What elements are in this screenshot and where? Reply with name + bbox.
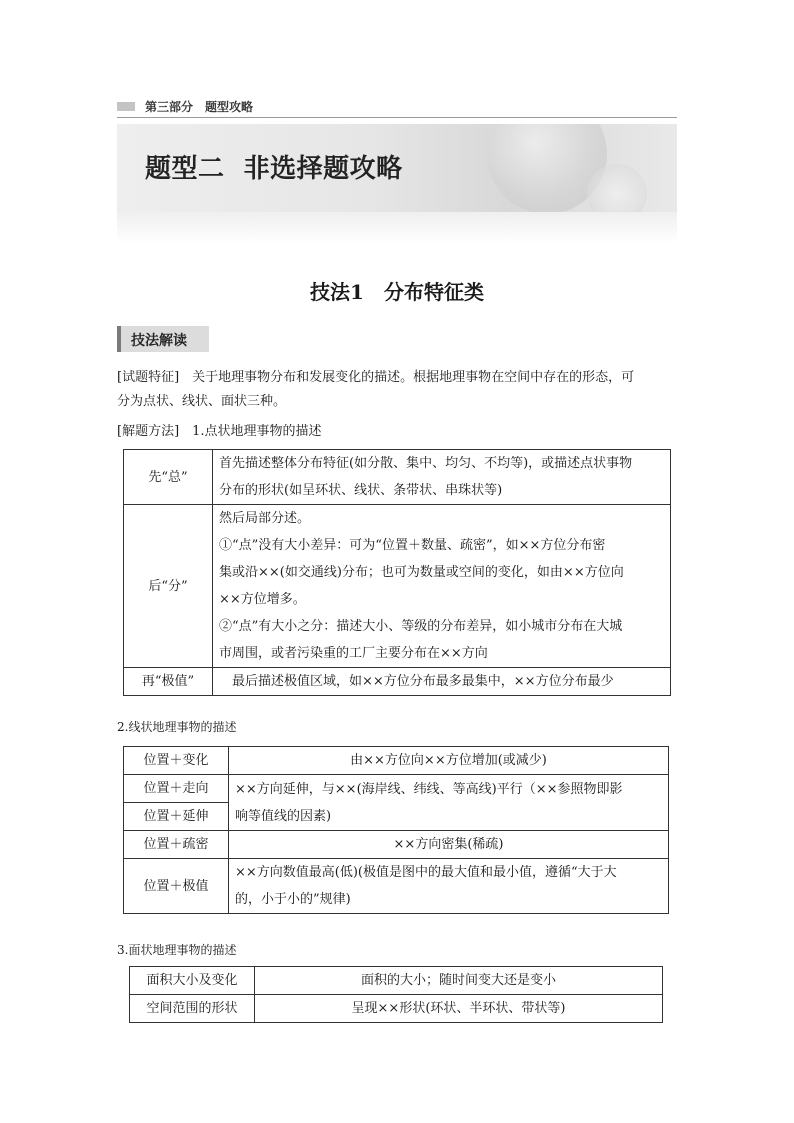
heading-area-features: 3.面状地理事物的描述 xyxy=(117,943,237,957)
area-feature-table xyxy=(129,966,663,1023)
table-cell-value: 面积的大小；随时间变大还是变小 xyxy=(255,967,663,995)
heading-line-features: 2.线状地理事物的描述 xyxy=(117,720,237,734)
intro-line-1: [试题特征] 关于地理事物分布和发展变化的描述。根据地理事物在空间中存在的形态，可 xyxy=(117,370,635,385)
banner-moon-decoration xyxy=(587,164,647,212)
cell-line: 分布的形状(如呈环状、线状、条带状、串珠状等) xyxy=(219,483,503,498)
table-row xyxy=(124,775,669,803)
table-cell-key: 空间范围的形状 xyxy=(130,995,255,1023)
intro-paragraph xyxy=(117,366,677,414)
point-feature-table xyxy=(123,449,671,696)
cell-line: 最后描述极值区域，如××方位分布最多最集中，××方位分布最少 xyxy=(219,674,614,689)
table-row xyxy=(124,505,671,668)
cell-line: ××方位增多。 xyxy=(219,592,306,607)
cell-line: 集或沿××(如交通线)分布；也可为数量或空间的变化，如由××方位向 xyxy=(219,565,624,580)
banner-shadow xyxy=(117,212,677,244)
table-cell-value: 由××方位向××方位增加(或减少) xyxy=(229,747,669,775)
cell-line: ①“点”没有大小差异：可为“位置＋数量、疏密”，如××方位分布密 xyxy=(219,538,606,553)
banner-title: 题型二 非选择题攻略 xyxy=(145,154,403,184)
table-row xyxy=(124,668,671,696)
breadcrumb-marker xyxy=(117,102,135,111)
table-cell-key: 位置＋疏密 xyxy=(124,831,229,859)
section-tag xyxy=(117,326,209,352)
table-cell-value: ××方向密集(稀疏) xyxy=(229,831,669,859)
table-row xyxy=(124,859,669,914)
breadcrumb xyxy=(117,98,677,116)
intro-line-2: 分为点状、线状、面状三种。 xyxy=(117,394,287,409)
table-row xyxy=(124,831,669,859)
table-cell-value xyxy=(213,450,671,505)
line-feature-table xyxy=(123,746,669,914)
header-divider xyxy=(117,117,677,118)
table-cell-key: 位置＋走向 xyxy=(124,775,229,803)
table-cell-key: 后“分” xyxy=(124,505,213,668)
title-banner xyxy=(117,124,677,212)
table-cell-value xyxy=(213,668,671,696)
cell-line: ××方向延伸，与××(海岸线、纬线、等高线)平行（××参照物即影 xyxy=(235,781,623,797)
table-row xyxy=(130,967,663,995)
cell-line: 然后局部分述。 xyxy=(219,511,311,526)
cell-line: 首先描述整体分布特征(如分散、集中、均匀、不均等)，或描述点状事物 xyxy=(219,456,633,471)
table-cell-value xyxy=(213,505,671,668)
table-cell-value: 呈现××形状(环状、半环状、带状等) xyxy=(255,995,663,1023)
cell-line: ××方向数值最高(低)(极值是图中的最大值和最小值，遵循“大于大 xyxy=(235,865,617,880)
section-tag-label: 技法解读 xyxy=(131,333,187,349)
table-cell-key: 面积大小及变化 xyxy=(130,967,255,995)
table-cell-value xyxy=(229,859,669,914)
table-cell-key: 位置＋延伸 xyxy=(124,803,229,831)
section-title: 技法1 分布特征类 xyxy=(310,280,484,304)
cell-line: 市周围，或者污染重的工厂主要分布在××方向 xyxy=(219,646,488,661)
cell-line: 的，小于小的”规律) xyxy=(235,892,351,907)
breadcrumb-text: 第三部分 题型攻略 xyxy=(145,100,254,114)
table-cell-key: 再“极值” xyxy=(124,668,213,696)
table-row xyxy=(130,995,663,1023)
table-cell-key: 先“总” xyxy=(124,450,213,505)
table-cell-value xyxy=(229,775,669,831)
table-row xyxy=(124,450,671,505)
cell-line: ②“点”有大小之分：描述大小、等级的分布差异，如小城市分布在大城 xyxy=(219,619,623,634)
table-cell-key: 位置＋极值 xyxy=(124,859,229,914)
cell-line: 响等值线的因素) xyxy=(235,808,332,824)
table-cell-key: 位置＋变化 xyxy=(124,747,229,775)
table-row xyxy=(124,747,669,775)
method-line: [解题方法] 1.点状地理事物的描述 xyxy=(117,424,322,439)
